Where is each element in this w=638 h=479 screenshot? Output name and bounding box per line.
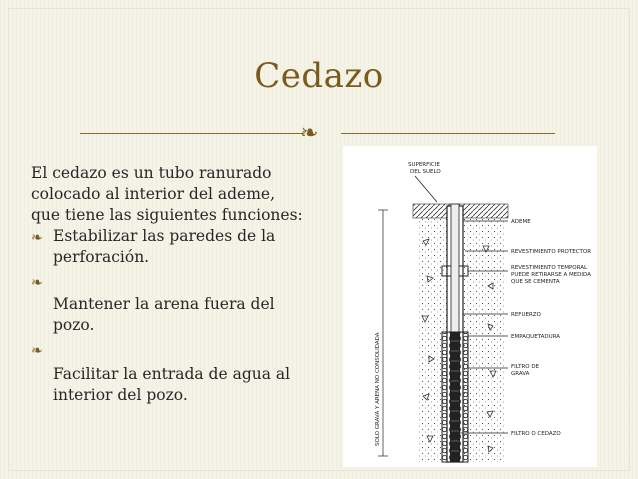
bullet-line: perforación. (53, 248, 150, 266)
svg-text:PUEDE RETIRARSE A MEDIDA: PUEDE RETIRARSE A MEDIDA (511, 272, 591, 278)
scroll-bullet-icon: ❧ (31, 230, 43, 246)
screen-filter (450, 332, 460, 462)
bullet-item (53, 294, 313, 336)
bullet-line: Facilitar la entrada de agua al (53, 365, 291, 383)
svg-text:SUPERFICIE: SUPERFICIE (408, 162, 440, 168)
scroll-ornament-icon: ❧ (300, 121, 319, 146)
side-label: SOLO GRAVA Y ARENA NO CONSOLIDADA (375, 332, 381, 446)
scroll-bullet-icon: ❧ (31, 275, 43, 291)
bullet-line: Mantener la arena fuera del (53, 295, 275, 313)
slide-title: Cedazo (254, 56, 384, 96)
revestimiento-label: REVESTIMIENTO PROTECTOR (511, 249, 592, 255)
title-divider-right (341, 133, 555, 134)
bullet-line: Estabilizar las paredes de la (53, 227, 276, 245)
scroll-bullet-icon: ❧ (31, 343, 43, 359)
svg-text:QUE SE CEMENTA: QUE SE CEMENTA (511, 279, 560, 285)
svg-text:REVESTIMIENTO TEMPORAL: REVESTIMIENTO TEMPORAL (511, 265, 588, 271)
title-divider-left (80, 133, 302, 134)
bullet-item (53, 226, 313, 268)
temporal-label (511, 265, 591, 285)
filtro-cedazo-label: FILTRO O CEDAZO (511, 431, 561, 437)
intro-line: colocado al interior del ademe, (31, 185, 276, 203)
surface-label (408, 162, 441, 175)
svg-text:FILTRO DE: FILTRO DE (511, 364, 540, 370)
surface-leader (415, 176, 437, 202)
empaquetadura-label: EMPAQUETADURA (511, 334, 560, 340)
refuerzo-label: REFUERZO (511, 312, 541, 318)
filtro-grava-label (511, 364, 540, 377)
svg-text:GRAVA: GRAVA (511, 371, 530, 377)
bullet-item (53, 364, 313, 406)
bullet-line: interior del pozo. (53, 386, 188, 404)
well-diagram (343, 146, 597, 467)
ademe-label: ADEME (511, 219, 531, 225)
intro-paragraph (31, 163, 321, 226)
intro-line: El cedazo es un tubo ranurado (31, 164, 272, 182)
svg-text:DEL SUELO: DEL SUELO (410, 169, 441, 175)
intro-line: que tiene las siguientes funciones: (31, 206, 303, 224)
bullet-line: pozo. (53, 316, 95, 334)
